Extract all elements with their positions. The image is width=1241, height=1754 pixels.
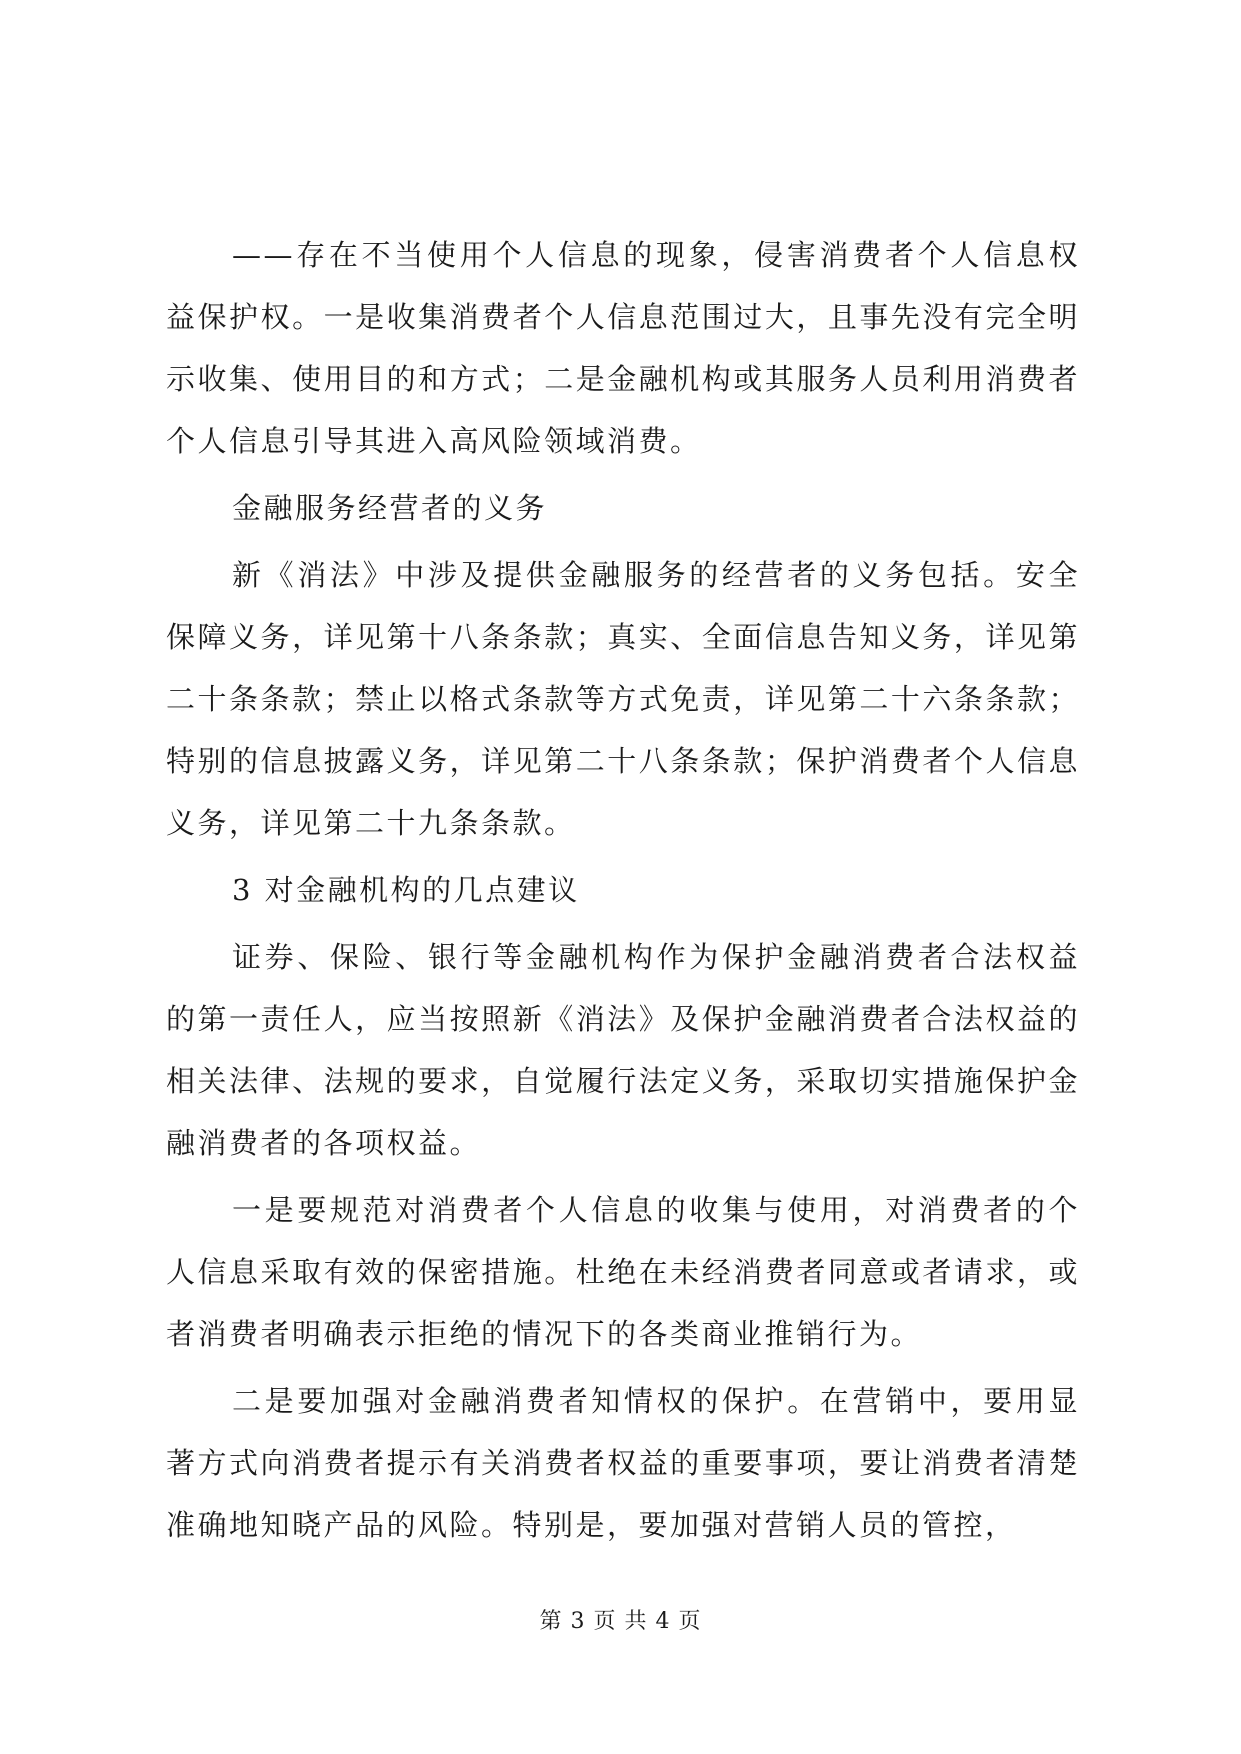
section-heading-obligations: 金融服务经营者的义务 <box>232 491 548 525</box>
paragraph-recommendation-two: 二是要加强对金融消费者知情权的保护。在营销中，要用显著方式向消费者提示有关消费者权益的重要事项，要让消费者清楚准确地知晓产品的风险。特别是，要加强对营销人员的管控， <box>166 1384 1080 1542</box>
paragraph-privacy-violation: ——存在不当使用个人信息的现象，侵害消费者个人信息权益保护权。一是收集消费者个人信息范围过大，且事先没有完全明示收集、使用目的和方式；二是金融机构或其服务人员利用消费者个人信息引导其进入高风险领域消费。 <box>166 238 1080 458</box>
paragraph-obligations: 新《消法》中涉及提供金融服务的经营者的义务包括。安全保障义务，详见第十八条条款；真实、全面信息告知义务，详见第二十条条款；禁止以格式条款等方式免责，详见第二十六条条款；特别的信息披露义务，详见第二十八条条款；保护消费者个人信息义务，详见第二十九条条款。 <box>166 558 1080 840</box>
paragraph-recommendation-one: 一是要规范对消费者个人信息的收集与使用，对消费者的个人信息采取有效的保密措施。杜绝在未经消费者同意或者请求，或者消费者明确表示拒绝的情况下的各类商业推销行为。 <box>166 1193 1080 1351</box>
section-heading-recommendations: 3 对金融机构的几点建议 <box>232 873 580 907</box>
page-number-footer: 第 3 页 共 4 页 <box>539 1609 702 1634</box>
document-body <box>166 224 1080 1561</box>
paragraph-first-responsible: 证券、保险、银行等金融机构作为保护金融消费者合法权益的第一责任人，应当按照新《消法》及保护金融消费者合法权益的相关法律、法规的要求，自觉履行法定义务，采取切实措施保护金融消费者的各项权益。 <box>166 940 1080 1160</box>
